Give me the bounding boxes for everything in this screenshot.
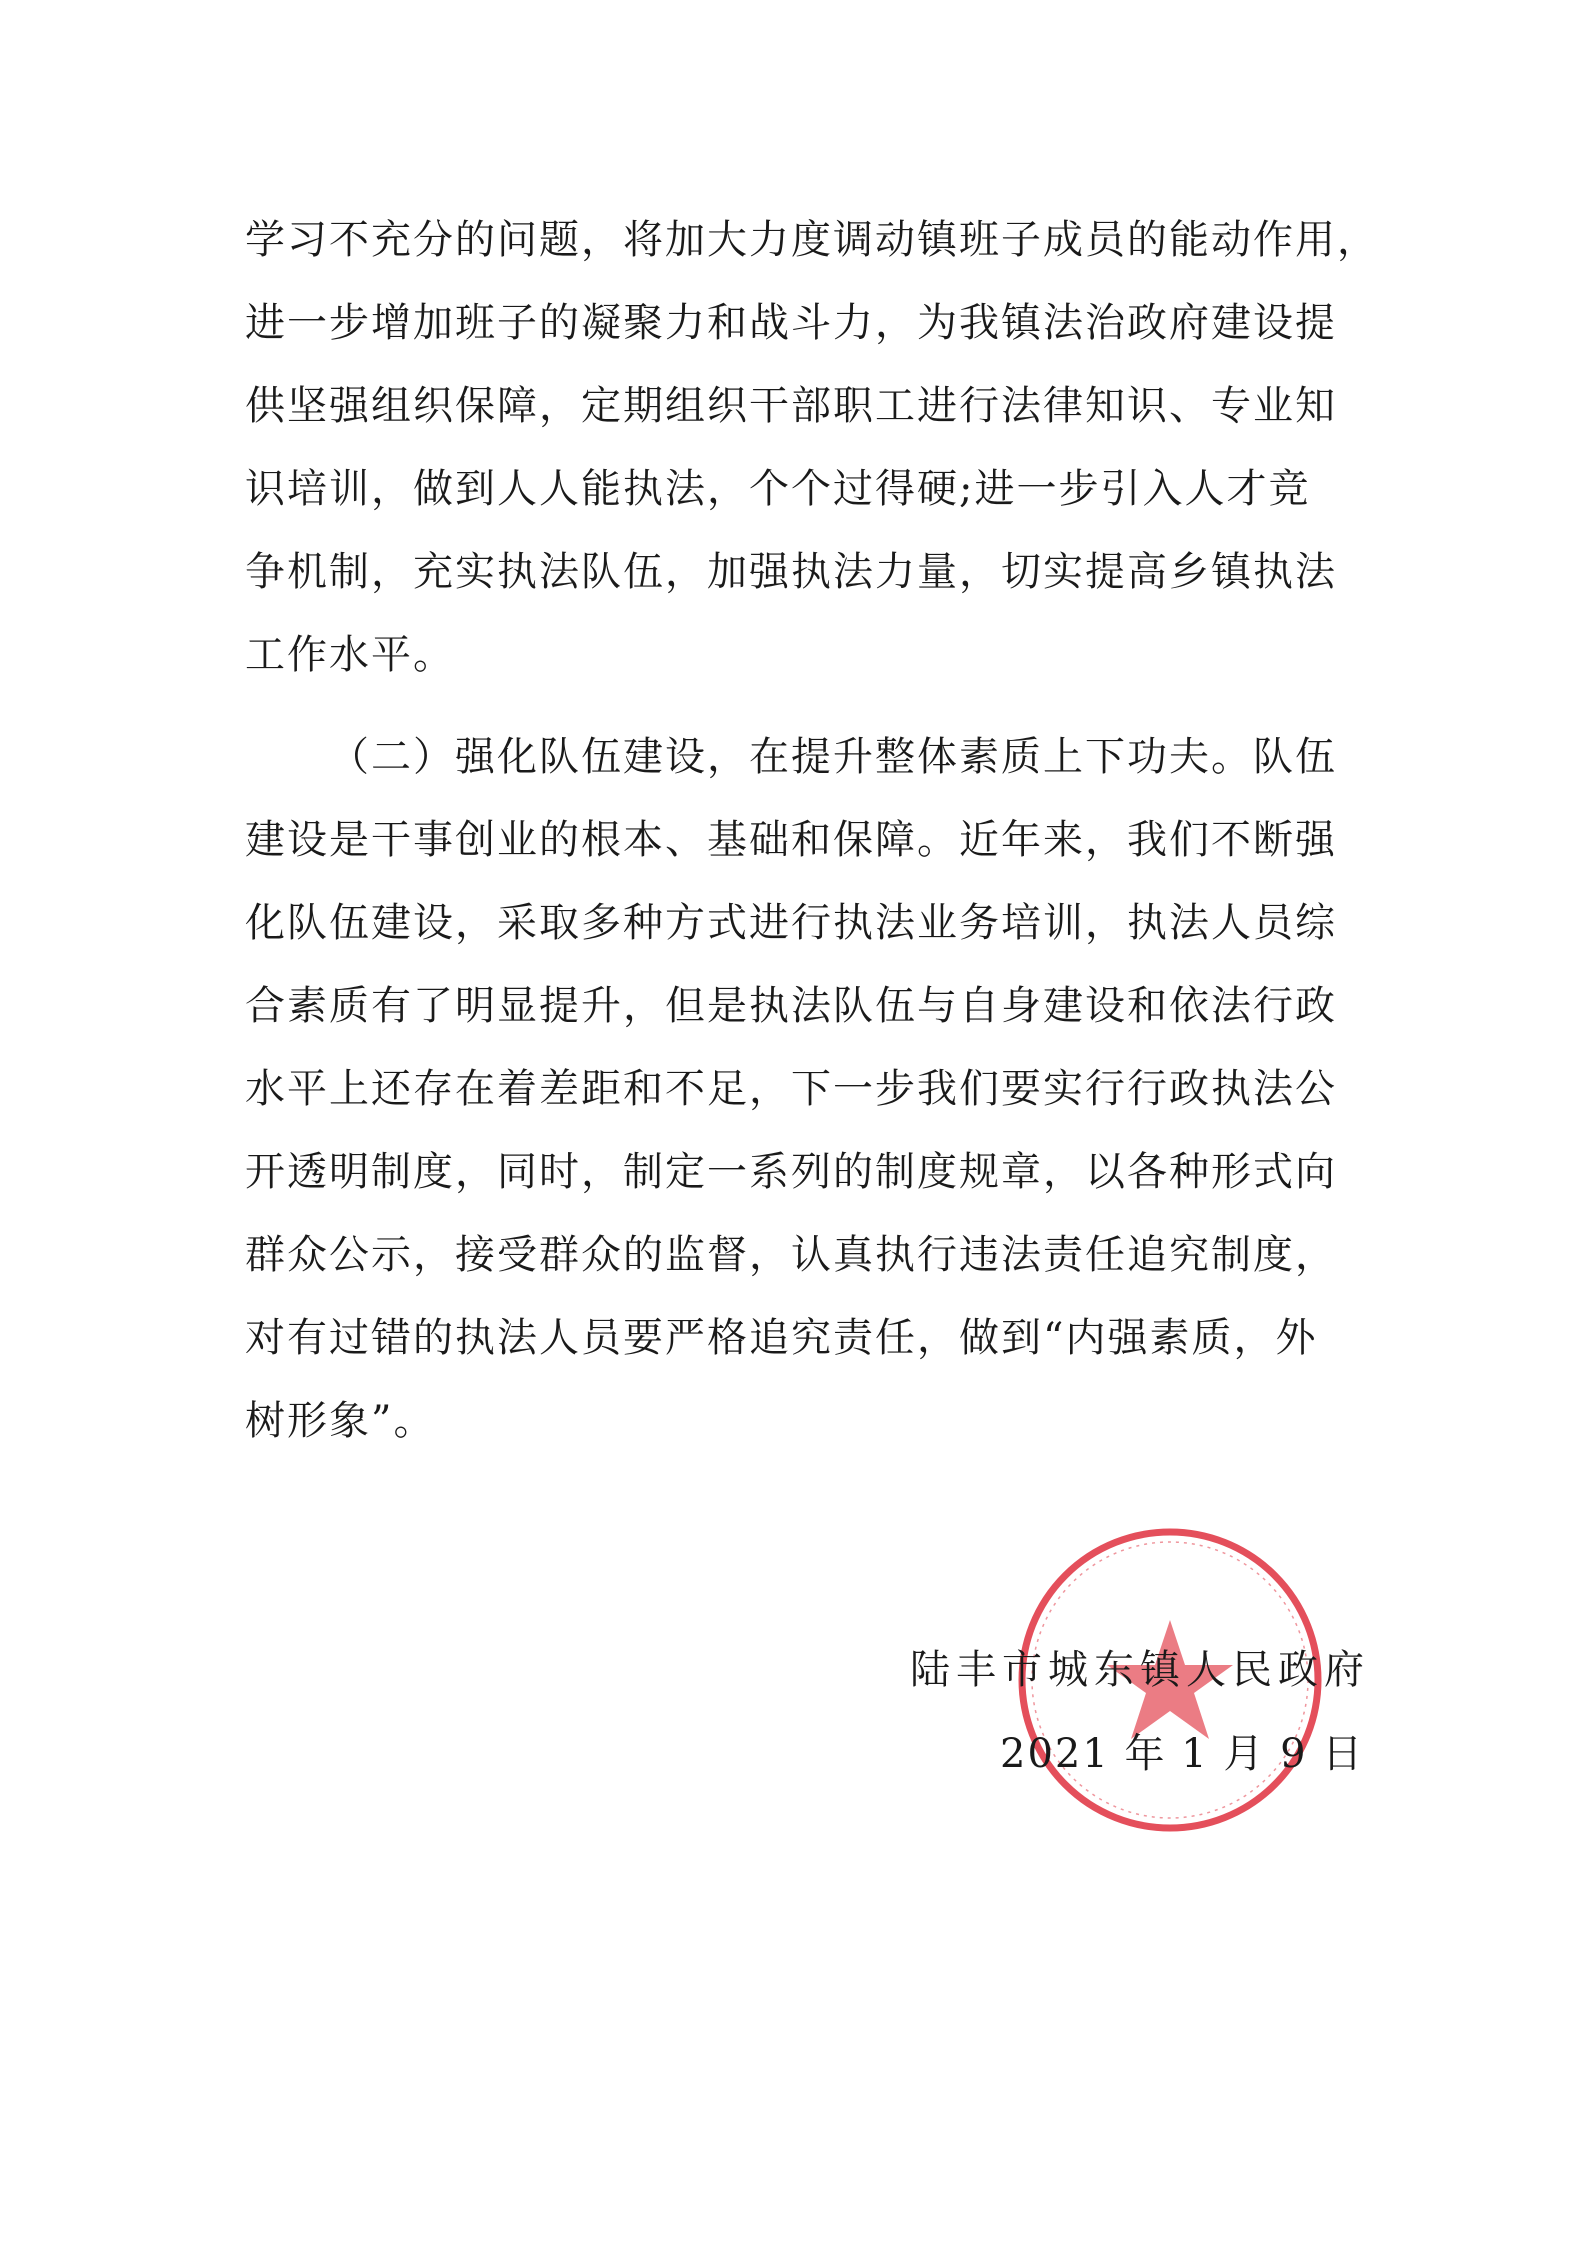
document-body (245, 199, 1395, 1463)
text-line: 建设是干事创业的根本、基础和保障。近年来，我们不断强 (245, 817, 1337, 863)
text-line: 合素质有了明显提升，但是执法队伍与自身建设和依法行政 (245, 983, 1337, 1029)
text-line: 学习不充分的问题，将加大力度调动镇班子成员的能动作用， (245, 217, 1379, 263)
text-line: 工作水平。 (245, 632, 455, 678)
text-line: 化队伍建设，采取多种方式进行执法业务培训，执法人员综 (245, 900, 1337, 946)
text-line: 争机制，充实执法队伍，加强执法力量，切实提高乡镇执法 (245, 549, 1337, 595)
text-line: 树形象”。 (245, 1398, 436, 1444)
paragraph-2 (245, 716, 1395, 1463)
text-line: 进一步增加班子的凝聚力和战斗力，为我镇法治政府建设提 (245, 300, 1337, 346)
text-line: 开透明制度，同时，制定一系列的制度规章，以各种形式向 (245, 1149, 1337, 1195)
text-line: （二）强化队伍建设，在提升整体素质上下功夫。队伍 (329, 734, 1337, 780)
paragraph-1 (245, 199, 1395, 697)
text-line: 对有过错的执法人员要严格追究责任，做到“内强素质，外 (245, 1315, 1318, 1361)
signing-date: 2021 年 1 月 9 日 (1000, 1731, 1365, 1777)
text-line: 供坚强组织保障，定期组织干部职工进行法律知识、专业知 (245, 383, 1337, 429)
signing-organization: 陆丰市城东镇人民政府 (910, 1647, 1370, 1693)
text-line: 识培训，做到人人能执法，个个过得硬;进一步引入人才竞 (245, 466, 1311, 512)
text-line: 群众公示，接受群众的监督，认真执行违法责任追究制度， (245, 1232, 1337, 1278)
text-line: 水平上还存在着差距和不足，下一步我们要实行行政执法公 (245, 1066, 1337, 1112)
